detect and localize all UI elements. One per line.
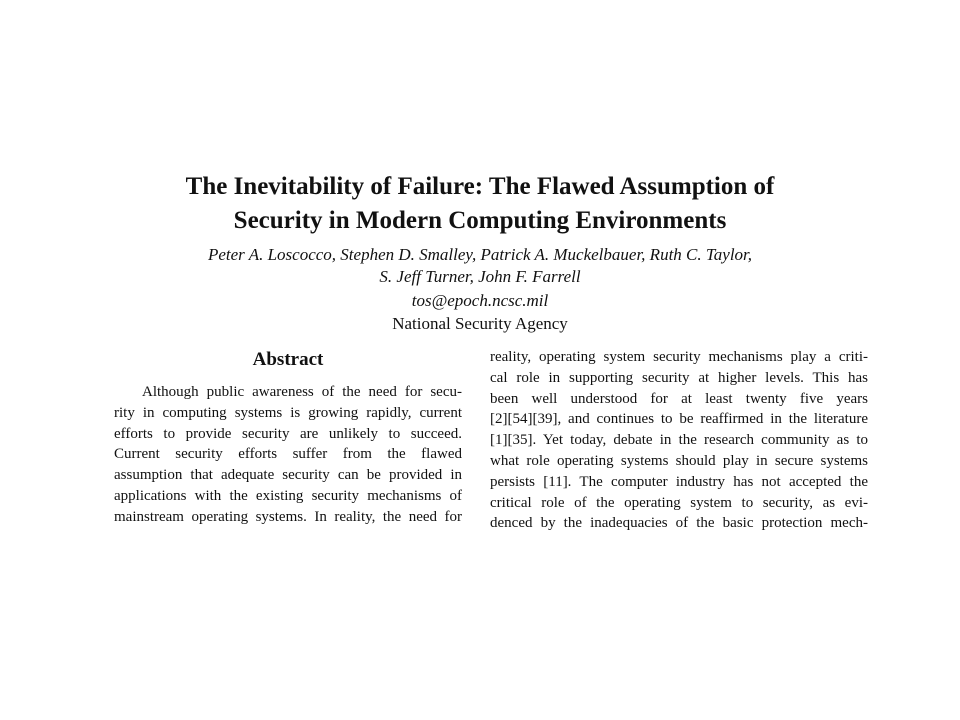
- author-email: tos@epoch.ncsc.mil: [411, 291, 549, 310]
- body-text-line: [2][54][39], and continues to be reaffirmed in the literature: [490, 411, 868, 428]
- body-text-line: efforts to provide security are unlikely to succeed.: [114, 425, 462, 442]
- body-text-line: been well understood for at least twenty five years: [490, 390, 868, 407]
- body-text-line: Although public awareness of the need for secu-: [142, 384, 462, 400]
- body-text-line: rity in computing systems is growing rapidly, current: [114, 404, 462, 421]
- body-text-line: applications with the existing security mechanisms of: [114, 487, 462, 504]
- author-line: Peter A. Loscocco, Stephen D. Smalley, Patrick A. Muckelbauer, Ruth C. Taylor,: [207, 245, 753, 264]
- abstract-column-left: [114, 382, 462, 523]
- title-line: The Inevitability of Failure: The Flawed Assumption of: [185, 173, 775, 200]
- author-affiliation: National Security Agency: [392, 314, 568, 333]
- body-column-right: [490, 347, 868, 532]
- body-text-line: what role operating systems should play in secure systems: [490, 452, 868, 469]
- body-text-line: mainstream operating systems. In reality, the need for: [114, 508, 462, 525]
- title-line: Security in Modern Computing Environments: [233, 207, 727, 234]
- paper-title: [0, 170, 960, 238]
- body-text-line: critical role of the operating system to security, as evi-: [490, 494, 868, 511]
- body-text-line: denced by the inadequacies of the basic protection mech-: [490, 515, 868, 532]
- body-text-line: cal role in supporting security at higher levels. This has: [490, 369, 868, 386]
- body-text-line: [1][35]. Yet today, debate in the research community as to: [490, 432, 868, 449]
- author-line: S. Jeff Turner, John F. Farrell: [379, 267, 581, 286]
- body-text-line: Current security efforts suffer from the flawed: [114, 446, 462, 463]
- author-list: [0, 244, 960, 288]
- body-text-line: persists [11]. The computer industry has not accepted the: [490, 473, 868, 490]
- abstract-heading: Abstract: [252, 349, 324, 370]
- body-text-line: reality, operating system security mechanisms play a criti-: [490, 349, 868, 365]
- body-text-line: assumption that adequate security can be provided in: [114, 467, 462, 484]
